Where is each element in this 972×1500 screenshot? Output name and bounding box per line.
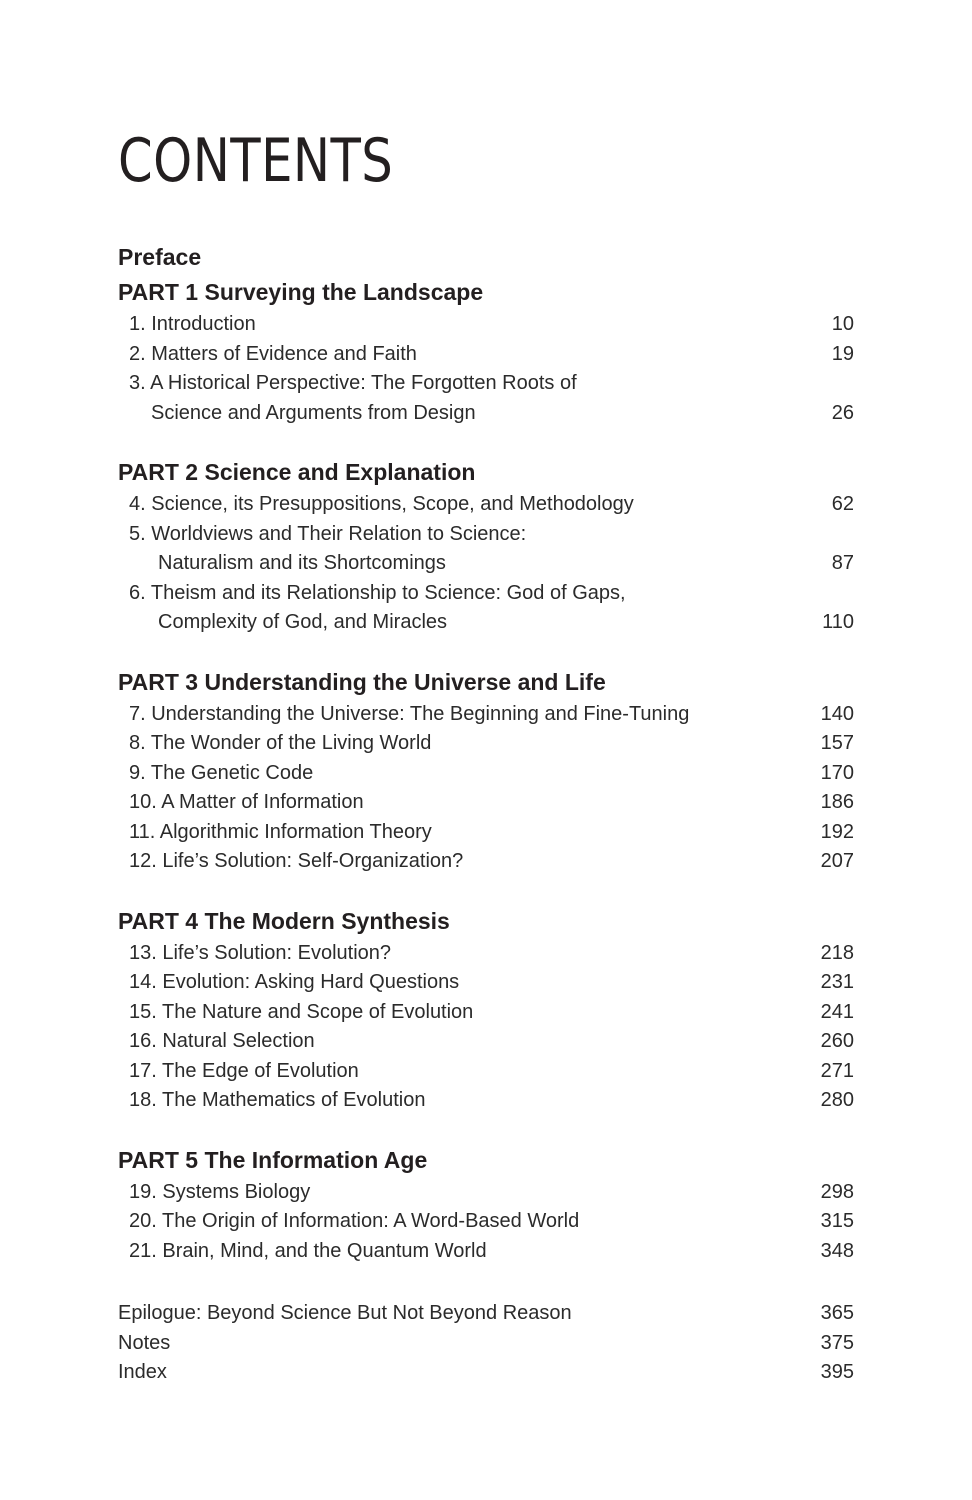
- entry-title: 17. The Edge of Evolution: [129, 1059, 359, 1082]
- toc-entry: [118, 1207, 856, 1237]
- part-5: [118, 1143, 856, 1267]
- page-number: 157: [820, 732, 854, 754]
- toc-entry: [118, 788, 856, 818]
- entry-title: 18. The Mathematics of Evolution: [129, 1089, 426, 1111]
- toc-entry: [118, 729, 856, 759]
- entry-title: 12. Life’s Solution: Self-Organization?: [129, 850, 464, 872]
- part-1: [118, 275, 856, 428]
- toc-entry: [118, 1358, 856, 1388]
- page-number: 192: [820, 820, 854, 843]
- page-number: 375: [820, 1331, 854, 1354]
- entry-title: 19. Systems Biology: [129, 1180, 311, 1203]
- back-matter: [118, 1299, 856, 1388]
- toc-entry: [118, 818, 856, 848]
- page-number: 241: [820, 1000, 854, 1023]
- entry-title: Notes: [118, 1331, 171, 1354]
- toc-entry: [118, 520, 856, 579]
- page-number: 271: [820, 1059, 854, 1082]
- page-title: CONTENTS: [118, 126, 394, 196]
- entry-title: 7. Understanding the Universe: The Beginning and Fine-Tuning: [129, 702, 690, 725]
- part-heading: PART 4 The Modern Synthesis: [118, 907, 450, 934]
- toc-entry: [118, 1057, 856, 1087]
- entry-title: Epilogue: Beyond Science But Not Beyond Reason: [118, 1302, 572, 1324]
- page-number: 365: [820, 1302, 854, 1324]
- part-heading: PART 3 Understanding the Universe and Life: [118, 668, 606, 695]
- toc-entry: [118, 998, 856, 1028]
- page-number: 260: [820, 1030, 854, 1052]
- page-number: 110: [822, 611, 854, 633]
- toc-entry: [118, 968, 856, 998]
- entry-title: 15. The Nature and Scope of Evolution: [129, 1000, 474, 1023]
- toc-entry: [118, 340, 856, 370]
- page-number: 10: [831, 313, 854, 335]
- entry-title: 8. The Wonder of the Living World: [129, 732, 432, 754]
- toc-entry: [118, 1237, 856, 1267]
- entry-title: 3. A Historical Perspective: The Forgotten Roots of: [129, 372, 577, 394]
- part-heading: PART 5 The Information Age: [118, 1146, 428, 1173]
- entry-title: 1. Introduction: [129, 313, 256, 335]
- page-number: 170: [820, 761, 854, 784]
- toc-entry: [118, 369, 856, 428]
- page-number: 315: [820, 1210, 854, 1232]
- toc-entry: [118, 1086, 856, 1116]
- toc-entry: [118, 310, 856, 340]
- entry-title-continued: Complexity of God, and Miracles: [158, 611, 448, 633]
- entry-title-continued: Science and Arguments from Design: [151, 401, 476, 424]
- page-number: 140: [820, 702, 854, 725]
- toc-entry: [118, 490, 856, 520]
- part-heading: PART 2 Science and Explanation: [118, 459, 476, 485]
- entry-title: 11. Algorithmic Information Theory: [129, 820, 432, 843]
- entry-title: Index: [118, 1361, 167, 1383]
- entry-title: 9. The Genetic Code: [129, 761, 314, 784]
- entry-title: 2. Matters of Evidence and Faith: [129, 342, 417, 365]
- page-number: 218: [820, 941, 854, 964]
- page-number: 19: [831, 342, 854, 365]
- toc-entry: [118, 1329, 856, 1359]
- entry-title: 16. Natural Selection: [129, 1030, 315, 1052]
- entry-title: 6. Theism and its Relationship to Science: God of Gaps,: [129, 581, 626, 604]
- page-number: 298: [820, 1180, 854, 1203]
- page-number: 280: [820, 1089, 854, 1111]
- entry-title: 14. Evolution: Asking Hard Questions: [129, 971, 460, 993]
- table-of-contents: [118, 240, 856, 1388]
- toc-entry: [118, 1299, 856, 1329]
- page-number: 26: [831, 401, 854, 424]
- part-2: [118, 455, 856, 638]
- part-heading: PART 1 Surveying the Landscape: [118, 279, 484, 305]
- toc-entry: [118, 759, 856, 789]
- page-number: 231: [820, 971, 854, 993]
- part-3: [118, 665, 856, 877]
- page-number: 395: [820, 1361, 854, 1383]
- page-number: 87: [831, 552, 854, 574]
- entry-title-continued: Naturalism and its Shortcomings: [158, 552, 446, 574]
- toc-entry: [118, 1027, 856, 1057]
- toc-entry: [118, 700, 856, 730]
- preface-heading: Preface: [118, 244, 202, 270]
- page-number: 207: [820, 850, 854, 872]
- entry-title: 5. Worldviews and Their Relation to Science:: [129, 522, 527, 545]
- entry-title: 4. Science, its Presuppositions, Scope, and Methodology: [129, 493, 634, 515]
- page-number: 348: [820, 1239, 854, 1262]
- contents-page: [118, 0, 856, 1500]
- page-number: 62: [831, 493, 854, 515]
- part-4: [118, 904, 856, 1116]
- entry-title: 21. Brain, Mind, and the Quantum World: [129, 1239, 487, 1262]
- toc-entry: [118, 939, 856, 969]
- toc-entry: [118, 847, 856, 877]
- entry-title: 10. A Matter of Information: [129, 791, 364, 813]
- entry-title: 13. Life’s Solution: Evolution?: [129, 941, 392, 964]
- entry-title: 20. The Origin of Information: A Word-Based World: [129, 1210, 580, 1232]
- toc-entry: [118, 579, 856, 638]
- page-number: 186: [820, 791, 854, 813]
- toc-entry: [118, 1178, 856, 1208]
